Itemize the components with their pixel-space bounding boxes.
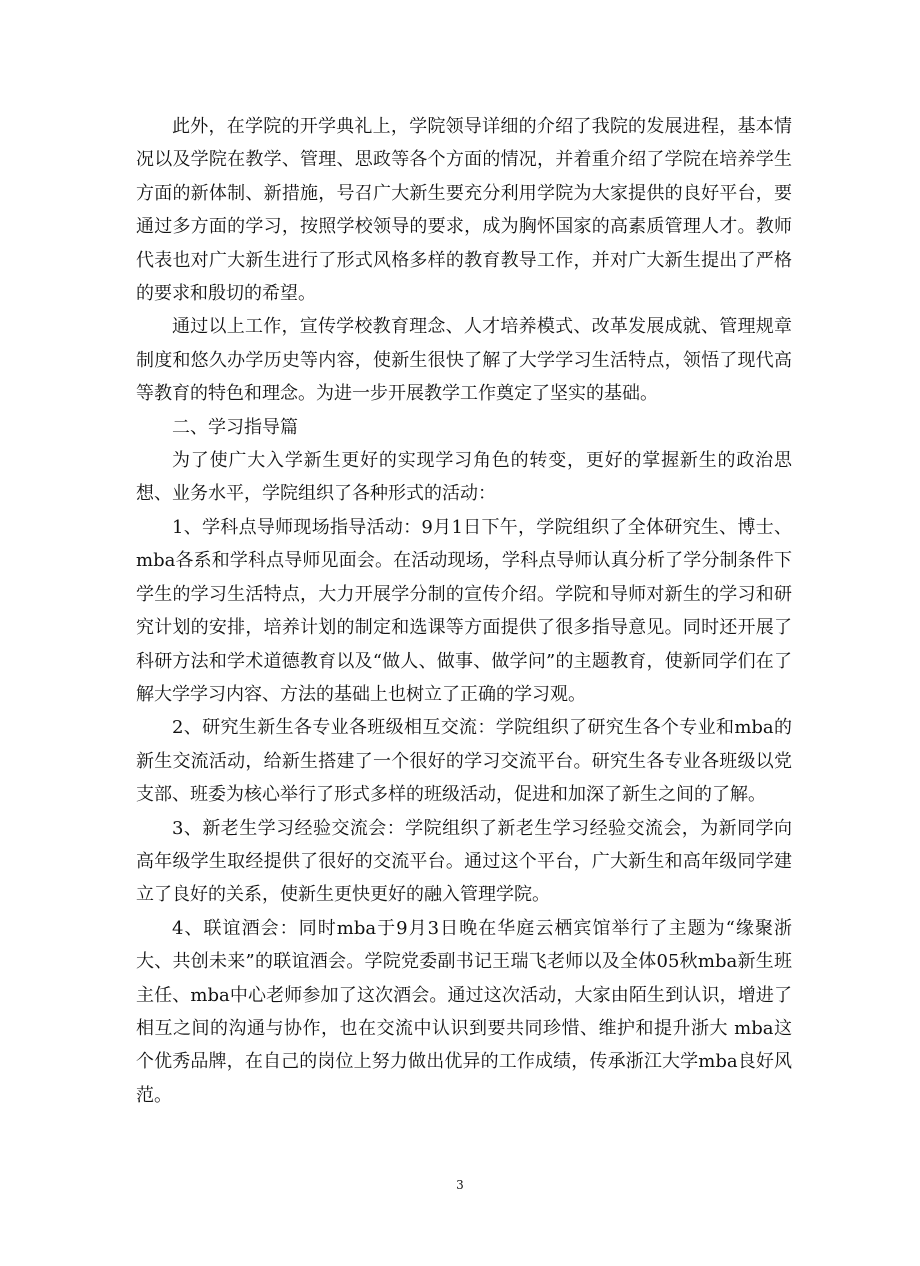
section-heading-study-guidance: 二、学习指导篇 xyxy=(172,416,298,438)
paragraph-study-guidance-intro: 为了使广大入学新生更好的实现学习角色的转变，更好的掌握新生的政治思想、业务水平，学院组织了各种形式的活动： xyxy=(136,450,792,505)
page-number: 3 xyxy=(456,1178,464,1192)
paragraph-opening-ceremony: 此外，在学院的开学典礼上，学院领导详细的介绍了我院的发展进程，基本情况以及学院在教学、管理、思政等各个方面的情况，并着重介绍了学院在培养学生方面的新体制、新措施，号召广大新生要充分利用学院为大家提供的良好平台，要通过多方面的学习，按照学校领导的要求，成为胸怀国家的高素质管理人才。教师代表也对广大新生进行了形式风格多样的教育教导工作，并对广大新生提出了严格的要求和殷切的希望。 xyxy=(136,116,792,305)
paragraph-item-3-experience-exchange: 3、新老生学习经验交流会：学院组织了新老生学习经验交流会，为新同学向高年级学生取经提供了很好的交流平台。通过这个平台，广大新生和高年级同学建立了良好的关系，使新生更快更好的融入管理学院。 xyxy=(136,817,792,906)
paragraph-item-4-reception: 4、联谊酒会：同时mba于9月3日晚在华庭云栖宾馆举行了主题为“缘聚浙大、共创未来”的联谊酒会。学院党委副书记王瑞飞老师以及全体05秋mba新生班主任、mba中心老师参加了这次酒会。通过这次活动，大家由陌生到认识，增进了相互之间的沟通与协作，也在交流中认识到要共同珍惜、维护和提升浙大 mba这个优秀品牌，在自己的岗位上努力做出优异的工作成绩，传承浙江大学mba良好风范。 xyxy=(136,917,792,1106)
document-body xyxy=(136,110,792,1112)
paragraph-item-1-advisor-guidance: 1、学科点导师现场指导活动：9月1日下午，学院组织了全体研究生、博士、mba各系和学科点导师见面会。在活动现场，学科点导师认真分析了学分制条件下学生的学习生活特点，大力开展学分制的宣传介绍。学院和导师对新生的学习和研究计划的安排，培养计划的制定和选课等方面提供了很多指导意见。同时还开展了科研方法和学术道德教育以及“做人、做事、做学问”的主题教育，使新同学们在了解大学学习内容、方法的基础上也树立了正确的学习观。 xyxy=(136,516,792,705)
paragraph-education-summary: 通过以上工作，宣传学校教育理念、人才培养模式、改革发展成就、管理规章制度和悠久办学历史等内容，使新生很快了解了大学学习生活特点，领悟了现代高等教育的特色和理念。为进一步开展教学工作奠定了坚实的基础。 xyxy=(136,316,792,405)
paragraph-item-2-class-exchange: 2、研究生新生各专业各班级相互交流：学院组织了研究生各个专业和mba的新生交流活动，给新生搭建了一个很好的学习交流平台。研究生各专业各班级以党支部、班委为核心举行了形式多样的班级活动，促进和加深了新生之间的了解。 xyxy=(136,717,792,806)
